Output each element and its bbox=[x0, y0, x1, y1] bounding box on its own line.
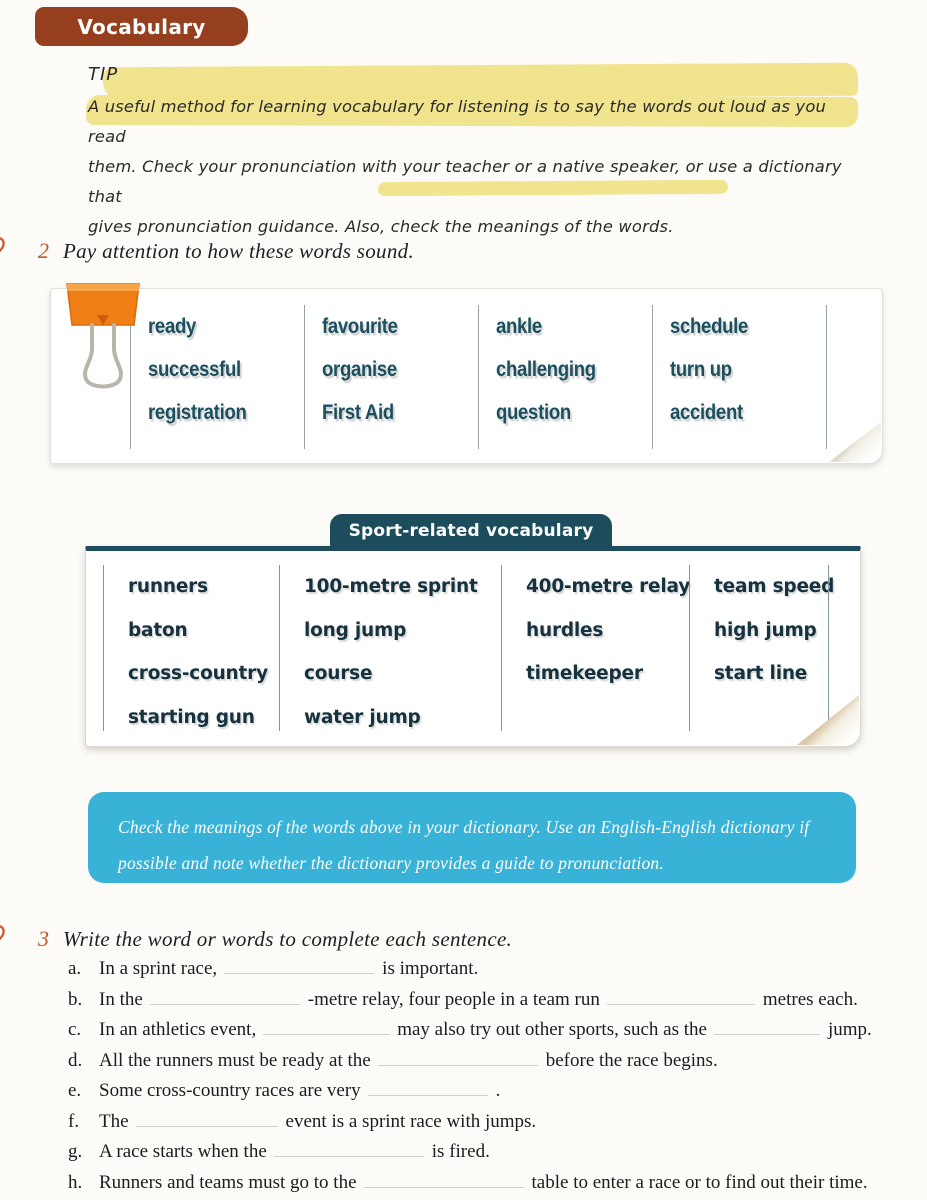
column-divider bbox=[826, 305, 827, 449]
sentence-text bbox=[99, 958, 478, 980]
fill-in-blank bbox=[150, 992, 300, 1005]
tip-line: them. Check your pronunciation with your teacher or a native speaker, or use a dictionary that bbox=[88, 157, 842, 206]
sentence-item bbox=[68, 1050, 920, 1081]
vocab-word: start line bbox=[714, 663, 808, 684]
vocab-word: successful bbox=[148, 358, 241, 381]
vocab-word: ankle bbox=[496, 315, 542, 338]
vocab-word: First Aid bbox=[322, 401, 394, 424]
section-badge bbox=[35, 7, 248, 46]
sentence-text bbox=[99, 1141, 490, 1163]
dictionary-note-box bbox=[88, 792, 856, 883]
sentence-item bbox=[68, 958, 920, 989]
fill-in-blank bbox=[224, 961, 374, 974]
sentence-letter: d. bbox=[68, 1049, 83, 1071]
vocab-word: timekeeper bbox=[526, 663, 643, 684]
sentence-letter: h. bbox=[68, 1171, 83, 1193]
exercise-instruction: Write the word or words to complete each sentence. bbox=[63, 927, 513, 951]
vocab-word: 100-metre sprint bbox=[304, 576, 478, 597]
tip-line: A useful method for learning vocabulary for listening is to say the words out loud as you read bbox=[88, 97, 827, 146]
vocab-word: cross-country bbox=[128, 663, 268, 684]
sentence-letter: g. bbox=[68, 1141, 83, 1162]
exercise-instruction: Pay attention to how these words sound. bbox=[63, 239, 414, 263]
vocab-word: 400-metre relay bbox=[526, 576, 691, 597]
sentence-segment: event is a sprint race with jumps. bbox=[285, 1110, 537, 1132]
vocab-word: long jump bbox=[304, 619, 407, 641]
vocab-word: baton bbox=[128, 619, 188, 641]
tip-box bbox=[88, 64, 868, 242]
fill-in-blank bbox=[274, 1144, 424, 1157]
sentence-segment: -metre relay, four people in a team run bbox=[307, 988, 600, 1010]
dictionary-note-text: Check the meanings of the words above in your dictionary. Use an English-English dictionary if possible and note whether the dictionary provides a guide to pronunciation. bbox=[118, 817, 810, 873]
sentence-segment: table to enter a race or to find out their time. bbox=[531, 1171, 868, 1193]
fill-in-blank bbox=[714, 1022, 820, 1035]
sentence-segment: A race starts when the bbox=[99, 1141, 267, 1162]
vocab-word: challenging bbox=[496, 358, 596, 381]
sentence-segment: metres each. bbox=[762, 988, 858, 1010]
vocab-word: organise bbox=[322, 358, 397, 381]
vocab-word: starting gun bbox=[128, 706, 255, 728]
sentence-text bbox=[99, 1172, 868, 1194]
word-column bbox=[478, 305, 652, 449]
sentence-list bbox=[68, 958, 920, 1200]
word-column bbox=[279, 565, 501, 731]
sentence-segment: . bbox=[495, 1080, 501, 1101]
exercise-number: 3 bbox=[38, 926, 49, 951]
word-card bbox=[50, 288, 883, 464]
word-column bbox=[103, 565, 279, 731]
word-column bbox=[689, 565, 835, 731]
word-column bbox=[304, 305, 478, 449]
column-divider bbox=[828, 565, 829, 731]
sentence-letter: f. bbox=[68, 1110, 80, 1132]
vocab-word: high jump bbox=[714, 619, 817, 641]
sentence-item bbox=[68, 1141, 920, 1172]
vocab-word: question bbox=[496, 401, 571, 424]
sentence-segment: jump. bbox=[827, 1019, 872, 1040]
sentence-segment: is important. bbox=[382, 958, 479, 979]
fill-in-blank bbox=[136, 1114, 278, 1127]
sentence-segment: is fired. bbox=[431, 1141, 490, 1162]
sentence-item bbox=[68, 1019, 920, 1050]
fill-in-blank bbox=[364, 1175, 524, 1188]
sentence-segment: Runners and teams must go to the bbox=[99, 1171, 357, 1193]
sentence-segment: In a sprint race, bbox=[99, 958, 218, 979]
sentence-segment: before the race begins. bbox=[545, 1049, 718, 1071]
sentence-letter: c. bbox=[68, 1019, 82, 1040]
sentence-item bbox=[68, 1172, 920, 1200]
sentence-text bbox=[99, 1050, 718, 1072]
exercise-number: 2 bbox=[38, 238, 49, 263]
vocab-word: accident bbox=[670, 401, 743, 424]
listening-icon bbox=[0, 918, 10, 952]
sentence-segment: In the bbox=[99, 988, 143, 1010]
section-badge-label: Vocabulary bbox=[77, 14, 206, 39]
sentence-segment: Some cross-country races are very bbox=[99, 1080, 361, 1101]
word-card-columns bbox=[51, 289, 882, 449]
sentence-text bbox=[99, 989, 858, 1011]
vocab-word: ready bbox=[148, 315, 197, 338]
fill-in-blank bbox=[378, 1053, 538, 1066]
sentence-item bbox=[68, 1111, 920, 1142]
sport-card-columns bbox=[86, 551, 860, 731]
vocab-word: turn up bbox=[670, 358, 732, 381]
word-column bbox=[652, 305, 826, 449]
word-column bbox=[130, 305, 304, 449]
sentence-text bbox=[99, 1080, 500, 1102]
fill-in-blank bbox=[607, 992, 755, 1005]
sentence-segment: The bbox=[99, 1110, 129, 1132]
sentence-letter: a. bbox=[68, 958, 82, 979]
sport-vocab-tab bbox=[330, 514, 612, 547]
sentence-segment: In an athletics event, bbox=[99, 1019, 257, 1040]
sentence-text bbox=[99, 1019, 872, 1041]
sentence-text bbox=[99, 1111, 536, 1133]
vocab-word: registration bbox=[148, 401, 247, 424]
vocab-word: course bbox=[304, 663, 373, 684]
vocab-word: runners bbox=[128, 576, 208, 597]
vocab-word: team speed bbox=[714, 576, 835, 597]
vocab-word: schedule bbox=[670, 315, 749, 338]
vocab-word: hurdles bbox=[526, 619, 604, 641]
sport-vocab-card bbox=[85, 546, 861, 747]
sentence-segment: All the runners must be ready at the bbox=[99, 1049, 371, 1071]
vocab-word: favourite bbox=[322, 315, 398, 338]
fill-in-blank bbox=[263, 1022, 389, 1035]
listening-icon bbox=[0, 230, 10, 264]
exercise-3-heading bbox=[0, 912, 512, 952]
sport-vocab-title: Sport-related vocabulary bbox=[348, 520, 594, 541]
sentence-letter: e. bbox=[68, 1080, 82, 1101]
vocab-word: water jump bbox=[304, 706, 421, 728]
tip-line: gives pronunciation guidance. Also, check the meanings of the words. bbox=[88, 217, 674, 236]
tip-label: TIP bbox=[88, 64, 119, 85]
word-column bbox=[501, 565, 689, 731]
tip-body bbox=[88, 92, 868, 242]
fill-in-blank bbox=[368, 1083, 488, 1096]
sentence-segment: may also try out other sports, such as the bbox=[397, 1019, 707, 1040]
sentence-letter: b. bbox=[68, 988, 83, 1010]
binder-clip-icon bbox=[63, 281, 143, 406]
sentence-item bbox=[68, 1080, 920, 1111]
sentence-item bbox=[68, 989, 920, 1020]
